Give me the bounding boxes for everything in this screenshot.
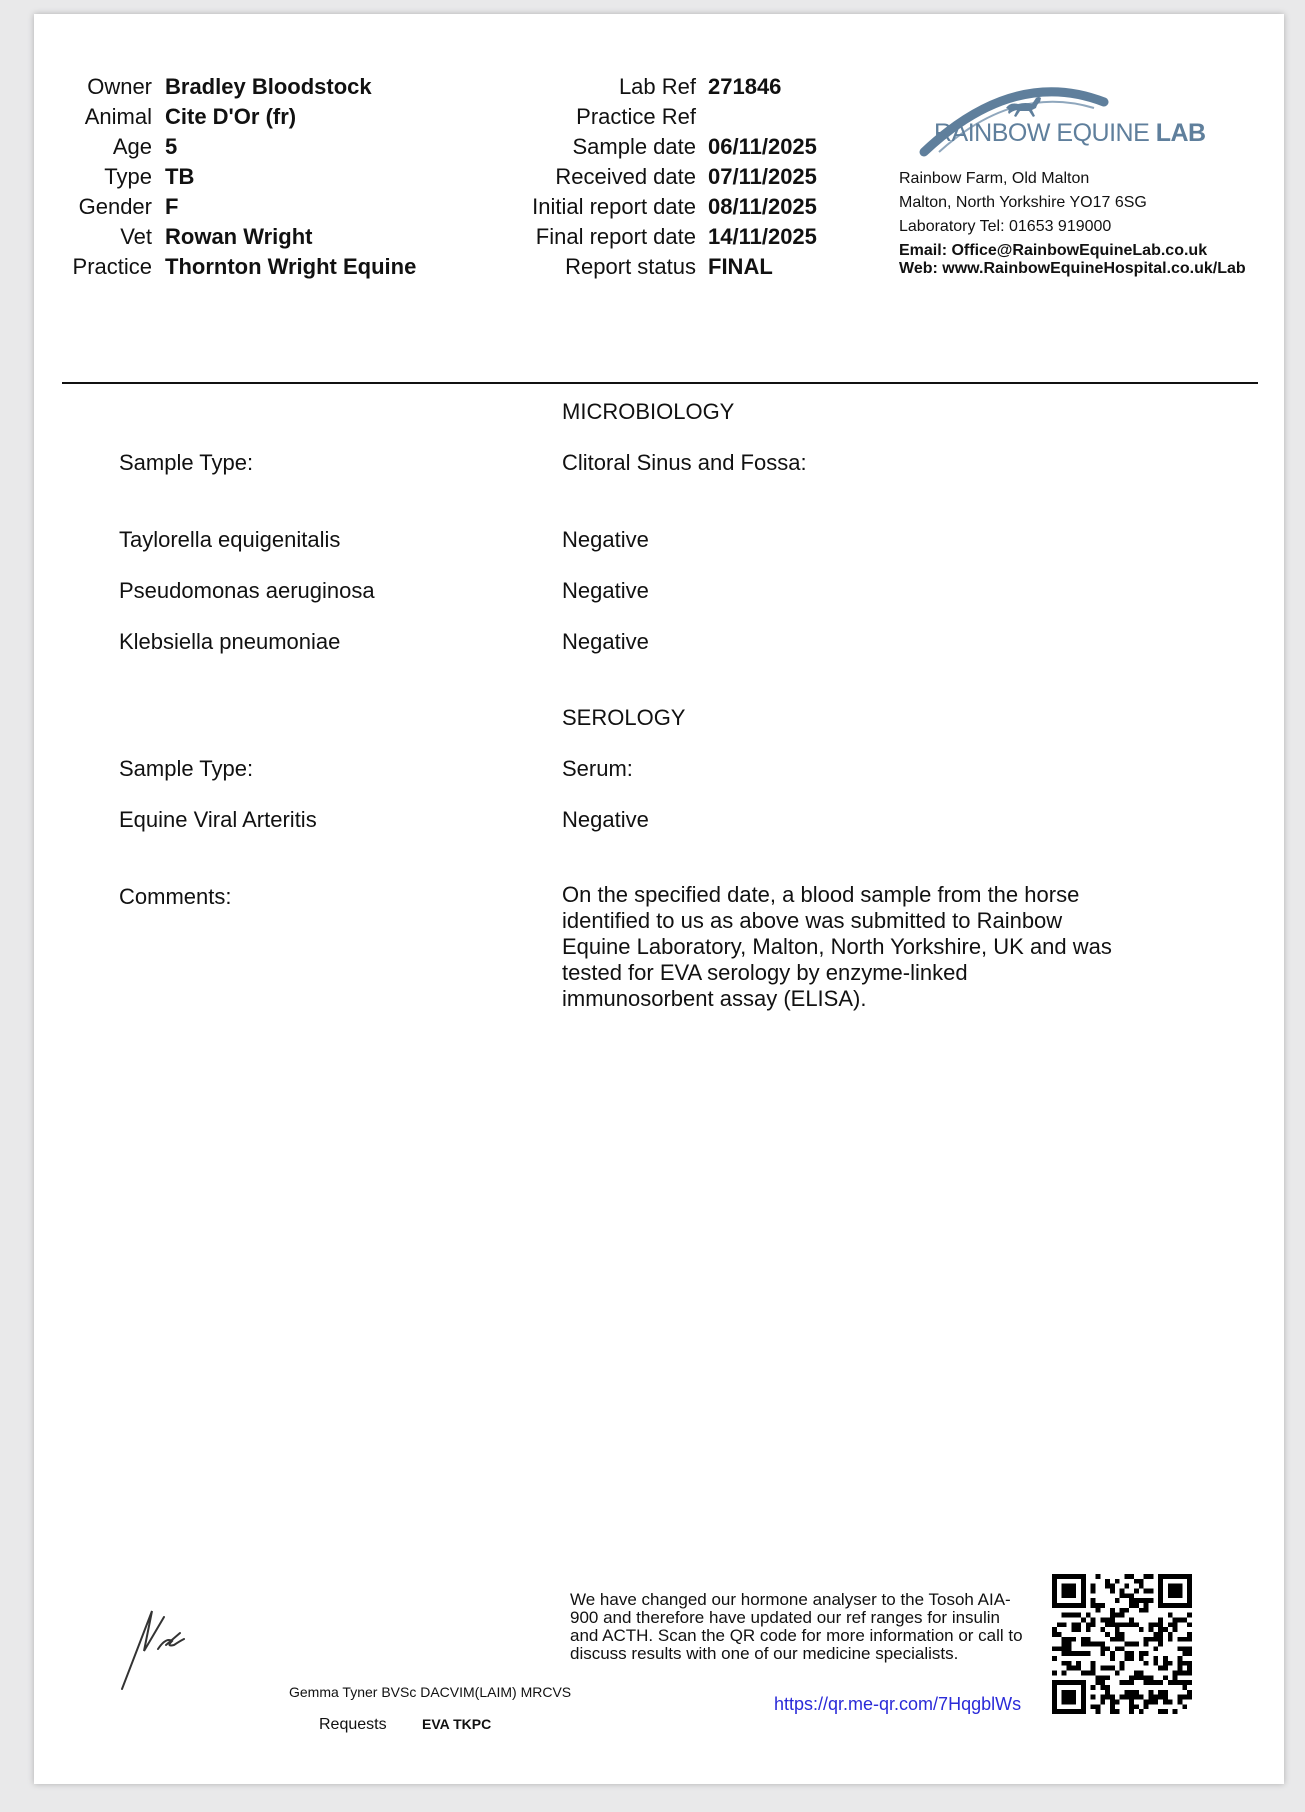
micro-test-result: Negative <box>562 629 649 654</box>
header-field-label: Practice Ref <box>576 104 696 129</box>
header-field-label: Type <box>104 164 152 189</box>
comments-label: Comments: <box>119 884 232 909</box>
header-field-value: Cite D'Or (fr) <box>165 104 297 129</box>
header-field-label: Owner <box>87 74 152 99</box>
header-field-label: Received date <box>555 164 696 189</box>
micro-test-result: Negative <box>562 527 649 552</box>
header-field-label: Sample date <box>572 134 696 159</box>
header-field-label: Practice <box>72 254 152 279</box>
header-field-label: Age <box>112 134 152 159</box>
micro-sample-type-label: Sample Type: <box>119 450 254 475</box>
requests-value: EVA TKPC <box>422 1716 492 1732</box>
lab-email: Email: Office@RainbowEquineLab.co.uk <box>899 242 1208 259</box>
header-divider <box>62 382 1258 384</box>
header-field-value: 271846 <box>708 74 782 99</box>
signature-icon <box>94 1589 214 1699</box>
qr-link[interactable]: https://qr.me-qr.com/7HqgblWs <box>774 1694 1022 1714</box>
header-field-value: F <box>165 194 179 219</box>
header-field-label: Animal <box>84 104 152 129</box>
header-field-label: Final report date <box>535 224 696 249</box>
logo-wordmark: RAINBOW EQUINE LAB <box>934 119 1206 147</box>
micro-test-name: Klebsiella pneumoniae <box>119 629 341 654</box>
lab-telephone: Laboratory Tel: 01653 919000 <box>899 218 1112 235</box>
header-field-value: 14/11/2025 <box>708 224 817 249</box>
serology-title: SEROLOGY <box>562 705 686 730</box>
micro-test-name: Pseudomonas aeruginosa <box>119 578 375 603</box>
requests-label: Requests <box>319 1716 387 1733</box>
lab-address-line2: Malton, North Yorkshire YO17 6SG <box>899 194 1147 211</box>
header-field-value: 08/11/2025 <box>708 194 817 219</box>
micro-test-result: Negative <box>562 578 649 603</box>
sero-sample-type-value: Serum: <box>562 756 633 781</box>
sero-test-result: Negative <box>562 807 649 832</box>
header-field-label: Lab Ref <box>618 74 696 99</box>
header-field-value: Thornton Wright Equine <box>165 254 417 279</box>
micro-test-name: Taylorella equigenitalis <box>119 527 341 552</box>
lab-address-line1: Rainbow Farm, Old Malton <box>899 170 1090 187</box>
micro-sample-type-value: Clitoral Sinus and Fossa: <box>562 450 807 475</box>
header-field-label: Report status <box>565 254 696 279</box>
header-field-value: 06/11/2025 <box>708 134 817 159</box>
qr-code-icon[interactable] <box>1052 1574 1192 1714</box>
microbiology-title: MICROBIOLOGY <box>562 399 735 424</box>
header-field-value: 07/11/2025 <box>708 164 817 189</box>
signer-name: Gemma Tyner BVSc DACVIM(LAIM) MRCVS <box>289 1684 572 1700</box>
header-field-value: Bradley Bloodstock <box>165 74 372 99</box>
sero-test-name: Equine Viral Arteritis <box>119 807 317 832</box>
sero-sample-type-label: Sample Type: <box>119 756 254 781</box>
header-field-label: Initial report date <box>532 194 696 219</box>
header-field-label: Vet <box>120 224 152 249</box>
header-field-value: 5 <box>165 134 178 159</box>
comments-text: On the specified date, a blood sample from the horse identified to us as above was submitted to Rainbow Equine Laboratory, Malton, North Yorkshire, UK and was tested for EVA serology by enzyme-linked immunosorbent assay (ELISA). <box>562 882 1112 1011</box>
header-field-value: FINAL <box>708 254 773 279</box>
header-field-value: TB <box>165 164 195 189</box>
analyser-notice: We have changed our hormone analyser to the Tosoh AIA-900 and therefore have updated our ref ranges for insulin and ACTH. Scan the QR code for more information or call to discuss results with one of our medicine specialists. <box>570 1590 1023 1663</box>
lab-website: Web: www.RainbowEquineHospital.co.uk/Lab <box>899 260 1246 277</box>
header-field-label: Gender <box>78 194 152 219</box>
header-field-value: Rowan Wright <box>165 224 313 249</box>
report-page <box>34 14 1284 1784</box>
